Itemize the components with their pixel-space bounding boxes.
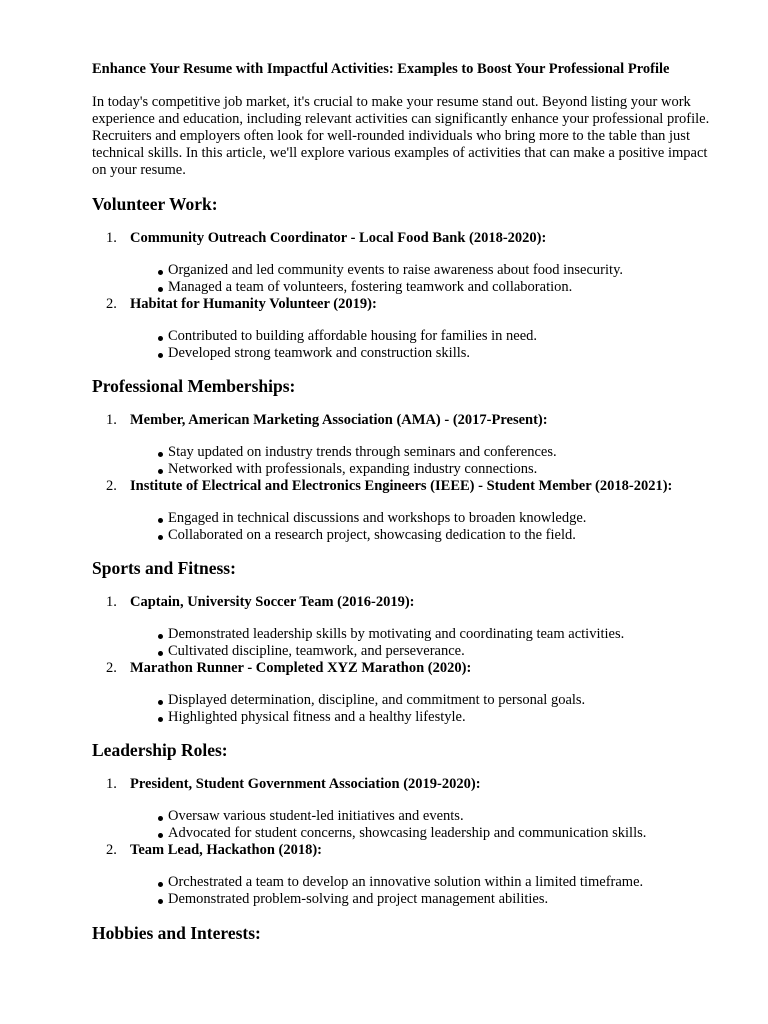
entry-title: Habitat for Humanity Volunteer (2019): [130, 296, 377, 312]
bullet-icon [158, 452, 163, 457]
bullet-item [158, 345, 470, 362]
bullet-icon [158, 336, 163, 341]
entry-title: Institute of Electrical and Electronics Engineers (IEEE) - Student Member (2018-2021): [130, 478, 673, 494]
bullet-item [158, 328, 537, 345]
entry-title: Community Outreach Coordinator - Local Food Bank (2018-2020): [130, 230, 547, 246]
bullet-item [158, 643, 465, 660]
list-number: 2. [106, 660, 117, 676]
bullet-icon [158, 651, 163, 656]
bullet-icon [158, 287, 163, 292]
list-number: 1. [106, 230, 117, 246]
bullet-item [158, 626, 624, 643]
intro-paragraph: In today's competitive job market, it's crucial to make your resume stand out. Beyond listing your work experience and education, including relevant activities can significantly enhance your professional profile. Recruiters and employers often look for well-rounded individuals who bring more to the table than just technical skills. In this article, we'll explore various examples of activities that can make a positive impact on your resume. [92, 94, 710, 178]
bullet-text: Demonstrated leadership skills by motivating and coordinating team activities. [168, 626, 625, 642]
section-heading: Professional Memberships: [92, 376, 296, 396]
section-heading: Sports and Fitness: [92, 558, 236, 578]
section-heading: Hobbies and Interests: [92, 923, 261, 943]
list-number: 1. [106, 412, 117, 428]
bullet-text: Contributed to building affordable housing for families in need. [168, 328, 538, 344]
bullet-icon [158, 634, 163, 639]
bullet-icon [158, 882, 163, 887]
bullet-text: Orchestrated a team to develop an innovative solution within a limited timeframe. [168, 874, 644, 890]
entry-title: President, Student Government Association (2019-2020): [130, 776, 481, 792]
bullet-text: Cultivated discipline, teamwork, and perseverance. [168, 643, 465, 659]
bullet-item [158, 825, 646, 842]
bullet-item [158, 262, 623, 279]
bullet-icon [158, 535, 163, 540]
section-heading: Volunteer Work: [92, 194, 218, 214]
entry-title: Captain, University Soccer Team (2016-2019): [130, 594, 415, 610]
bullet-item [158, 891, 548, 908]
bullet-icon [158, 469, 163, 474]
bullet-text: Networked with professionals, expanding industry connections. [168, 461, 538, 477]
bullet-item [158, 510, 586, 527]
bullet-item [158, 444, 557, 461]
bullet-text: Displayed determination, discipline, and commitment to personal goals. [168, 692, 586, 708]
list-number: 1. [106, 776, 117, 792]
list-number: 2. [106, 842, 117, 858]
bullet-icon [158, 717, 163, 722]
bullet-text: Demonstrated problem-solving and project management abilities. [168, 891, 549, 907]
bullet-item [158, 874, 643, 891]
bullet-item [158, 808, 464, 825]
bullet-text: Managed a team of volunteers, fostering teamwork and collaboration. [168, 279, 573, 295]
bullet-icon [158, 518, 163, 523]
list-number: 1. [106, 594, 117, 610]
bullet-icon [158, 353, 163, 358]
bullet-text: Oversaw various student-led initiatives and events. [168, 808, 464, 824]
bullet-icon [158, 700, 163, 705]
bullet-icon [158, 816, 163, 821]
list-number: 2. [106, 478, 117, 494]
bullet-text: Engaged in technical discussions and workshops to broaden knowledge. [168, 510, 587, 526]
bullet-text: Advocated for student concerns, showcasing leadership and communication skills. [168, 825, 647, 841]
bullet-text: Organized and led community events to raise awareness about food insecurity. [168, 262, 624, 278]
entry-title: Member, American Marketing Association (AMA) - (2017-Present): [130, 412, 548, 428]
bullet-item [158, 279, 572, 296]
list-number: 2. [106, 296, 117, 312]
bullet-text: Highlighted physical fitness and a healthy lifestyle. [168, 709, 466, 725]
bullet-icon [158, 899, 163, 904]
bullet-item [158, 692, 585, 709]
entry-title: Team Lead, Hackathon (2018): [130, 842, 322, 858]
document-title: Enhance Your Resume with Impactful Activities: Examples to Boost Your Professional Profile [92, 61, 670, 77]
bullet-icon [158, 833, 163, 838]
entry-title: Marathon Runner - Completed XYZ Marathon (2020): [130, 660, 472, 676]
bullet-text: Developed strong teamwork and construction skills. [168, 345, 471, 361]
bullet-item [158, 527, 576, 544]
section-heading: Leadership Roles: [92, 740, 228, 760]
bullet-text: Stay updated on industry trends through seminars and conferences. [168, 444, 557, 460]
bullet-item [158, 709, 466, 726]
bullet-text: Collaborated on a research project, showcasing dedication to the field. [168, 527, 576, 543]
bullet-icon [158, 270, 163, 275]
bullet-item [158, 461, 537, 478]
